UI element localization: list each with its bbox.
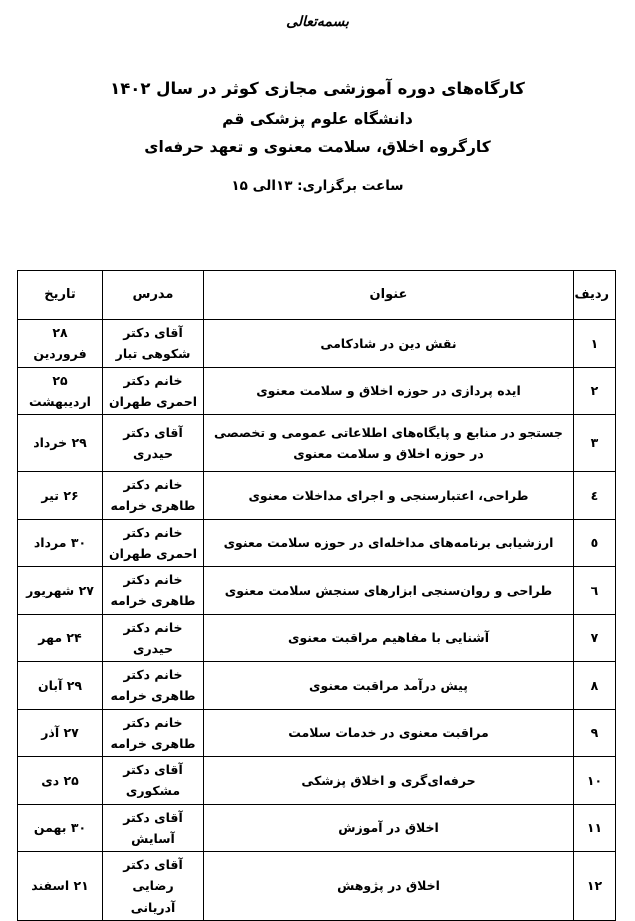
header-date: تاریخ (18, 271, 103, 320)
row-number: ١١ (574, 804, 616, 852)
workshop-date: ۲۹ خرداد (18, 415, 103, 472)
session-time: ساعت برگزاری: ۱۳الی ۱۵ (231, 177, 404, 194)
workshop-title: جستجو در منابع و پایگاه‌های اطلاعاتی عمومی و تخصصی در حوزه اخلاق و سلامت معنوی (204, 415, 574, 472)
table-row (18, 757, 616, 805)
table-row (18, 320, 616, 368)
row-number: ٥ (574, 519, 616, 567)
basmala-text: بسمه‌تعالی (286, 14, 349, 30)
workshop-title: آشنایی با مفاهیم مراقبت معنوی (204, 614, 574, 662)
table-row (18, 709, 616, 757)
header-title: عنوان (204, 271, 574, 320)
page-title: کارگاه‌های دوره آموزشی مجازی کوثر در سال ۱۴۰۲ (110, 79, 525, 98)
instructor-name: خانم دکتر طاهری خرامه (103, 472, 204, 520)
instructor-name: خانم دکتر طاهری خرامه (103, 567, 204, 615)
instructor-name: آقای دکتر مشکوری (103, 757, 204, 805)
workshop-date: ۳۰ مرداد (18, 519, 103, 567)
row-number: ١٠ (574, 757, 616, 805)
row-number: ١٢ (574, 852, 616, 921)
header-instructor: مدرس (103, 271, 204, 320)
row-number: ٨ (574, 662, 616, 710)
workshop-title: حرفه‌ای‌گری و اخلاق پزشکی (204, 757, 574, 805)
table-row (18, 662, 616, 710)
workshop-title: اخلاق در پژوهش (204, 852, 574, 921)
table-row (18, 614, 616, 662)
workshop-title: ایده پردازی در حوزه اخلاق و سلامت معنوی (204, 367, 574, 415)
table-row (18, 852, 616, 921)
instructor-name: خانم دکتر حیدری (103, 614, 204, 662)
workshop-title: ارزشیابی برنامه‌های مداخله‌ای در حوزه سلامت معنوی (204, 519, 574, 567)
row-number: ٩ (574, 709, 616, 757)
workshop-date: ۲۸ فروردین (18, 320, 103, 368)
table-row (18, 367, 616, 415)
table-row (18, 567, 616, 615)
instructor-name: آقای دکتر رضایی آدریانی (103, 852, 204, 921)
workshop-title: نقش دین در شادکامی (204, 320, 574, 368)
table-row (18, 415, 616, 472)
table-row (18, 519, 616, 567)
header-row-no: ردیف (574, 271, 616, 320)
instructor-name: آقای دکتر حیدری (103, 415, 204, 472)
workshop-title: اخلاق در آموزش (204, 804, 574, 852)
row-number: ٧ (574, 614, 616, 662)
workshop-date: ۲۷ آذر (18, 709, 103, 757)
workshop-title: پیش درآمد مراقبت معنوی (204, 662, 574, 710)
instructor-name: خانم دکتر احمری طهران (103, 519, 204, 567)
table-row (18, 804, 616, 852)
table-row (18, 472, 616, 520)
workshop-date: ۲۹ آبان (18, 662, 103, 710)
workshop-date: ۲۵ اردیبهشت (18, 367, 103, 415)
instructor-name: آقای دکتر آسایش (103, 804, 204, 852)
instructor-name: خانم دکتر طاهری خرامه (103, 662, 204, 710)
row-number: ٦ (574, 567, 616, 615)
workshop-date: ۲۱ اسفند (18, 852, 103, 921)
workshop-date: ۲۶ تیر (18, 472, 103, 520)
instructor-name: خانم دکتر طاهری خرامه (103, 709, 204, 757)
instructor-name: آقای دکتر شکوهی تبار (103, 320, 204, 368)
workshop-title: مراقبت معنوی در خدمات سلامت (204, 709, 574, 757)
workshop-date: ۲۵ دی (18, 757, 103, 805)
instructor-name: خانم دکتر احمری طهران (103, 367, 204, 415)
workshop-date: ۲۷ شهریور (18, 567, 103, 615)
university-name: دانشگاه علوم پزشکی قم (222, 109, 413, 128)
workshop-schedule-table (17, 270, 616, 921)
workshop-date: ۲۴ مهر (18, 614, 103, 662)
row-number: ٢ (574, 367, 616, 415)
workshop-title: طراحی و روان‌سنجی ابزارهای سنجش سلامت معنوی (204, 567, 574, 615)
workshop-title: طراحی، اعتبارسنجی و اجرای مداخلات معنوی (204, 472, 574, 520)
document-titles (0, 74, 635, 162)
row-number: ٣ (574, 415, 616, 472)
row-number: ١ (574, 320, 616, 368)
workshop-date: ۳۰ بهمن (18, 804, 103, 852)
row-number: ٤ (574, 472, 616, 520)
workgroup-name: کارگروه اخلاق، سلامت معنوی و تعهد حرفه‌ای (144, 138, 491, 157)
table-header-row (18, 271, 616, 320)
